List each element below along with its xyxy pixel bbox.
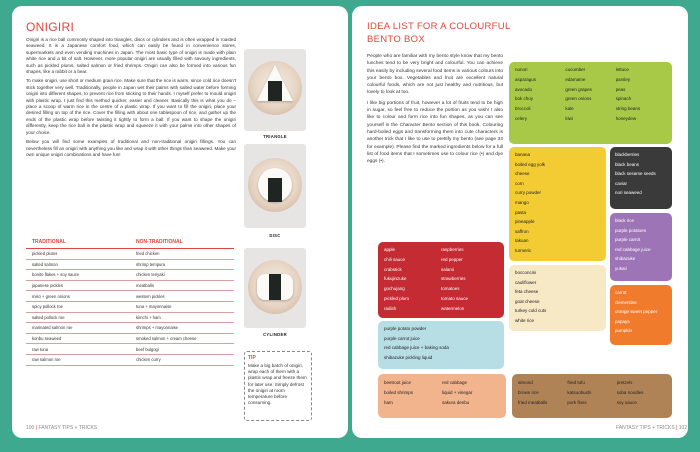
food-row (615, 298, 667, 308)
food-item: ham (384, 399, 393, 405)
food-row (384, 274, 498, 284)
food-item: gochujang (384, 286, 405, 292)
table-row (26, 280, 234, 291)
food-item: lettuce (615, 67, 629, 72)
food-item: soba noodles (616, 389, 644, 395)
onigiri-body-text (26, 37, 236, 161)
page-title-line-2: BENTO BOX (367, 34, 425, 45)
food-item: pineapple (515, 219, 535, 225)
food-row (615, 226, 667, 236)
food-item: brown rice (518, 389, 539, 395)
table-row (26, 249, 234, 260)
food-item: white rice (515, 317, 535, 323)
red-foods-box (378, 242, 504, 318)
page-title-onigiri: ONIGIRI (26, 20, 75, 34)
table-cell: japanese pickles (26, 280, 130, 291)
orange-foods-box (610, 285, 672, 345)
food-row (515, 160, 600, 170)
food-item: green grapes (565, 86, 592, 92)
table-cell: meatballs (130, 280, 234, 291)
food-item: cucumber (565, 67, 586, 72)
orange-foods-list (615, 288, 667, 336)
food-item: avocado (515, 86, 533, 92)
food-item: tomato sauce (441, 295, 469, 301)
food-item: edamame (565, 76, 586, 82)
food-item: honeydew (615, 115, 637, 121)
food-row (615, 150, 667, 160)
food-row (384, 294, 498, 304)
food-item: red cabbage juice + baking soda (384, 345, 449, 351)
food-item: spinach (615, 96, 632, 102)
paragraph: Below you will find some examples of traditional and non-traditional onigiri fillings. You can nevertheless fill an onigiri with anything you like and wrap it with other things than seaweed. Make your own unique onigiri combinations and have fun! (26, 139, 236, 157)
table-cell: western pickles (130, 291, 234, 302)
food-item: beetroot juice (384, 380, 412, 385)
fillings-table-body (26, 249, 234, 366)
green-foods-box (509, 62, 672, 144)
green-foods-list (515, 65, 666, 124)
food-item: goat cheese (515, 298, 540, 304)
table-row (26, 301, 234, 312)
food-row (384, 255, 498, 265)
food-row (384, 265, 498, 275)
food-row (384, 284, 498, 294)
table-cell: pickled plums (26, 249, 130, 260)
food-row (515, 85, 666, 95)
food-row (384, 245, 498, 255)
page-title-line-1: IDEA LIST FOR A COLOURFUL (367, 21, 511, 32)
food-item: katsuobushi (567, 389, 592, 395)
table-row (26, 333, 234, 344)
food-item: shibazuke pickling liquid (384, 354, 433, 360)
table-cell: bonito flakes + soy sauce (26, 270, 130, 281)
purple-foods-list (615, 216, 667, 274)
food-item: corn (515, 180, 524, 186)
table-row (26, 291, 234, 302)
food-item: saffron (515, 228, 529, 234)
left-page (12, 6, 348, 438)
food-item: takuan (515, 238, 529, 244)
bento-body-text (367, 53, 503, 168)
left-footer (26, 425, 97, 431)
food-item: red cabbage (442, 380, 468, 385)
table-cell: chicken teriyaki (130, 270, 234, 281)
table-cell: chicken curry (130, 354, 234, 365)
food-item: carrot (615, 290, 627, 295)
food-item: bocconcini (515, 270, 537, 275)
food-item: purple potatoes (615, 227, 647, 233)
column-header-traditional: TRADITIONAL (26, 237, 130, 249)
food-item: purple carrot (615, 237, 641, 243)
food-row (384, 324, 498, 334)
food-row (515, 169, 600, 179)
food-row (615, 245, 667, 255)
food-row (615, 264, 667, 274)
food-item: purple potato powder (384, 326, 427, 331)
food-item: pickled plum (384, 295, 410, 301)
food-row (515, 246, 600, 256)
pink-foods-box (378, 374, 506, 418)
food-row (515, 179, 600, 189)
food-item: strawberries (441, 276, 466, 282)
food-row (615, 160, 667, 170)
food-row (384, 388, 500, 398)
food-item: turkey cold cuts (515, 308, 547, 314)
food-row (515, 236, 600, 246)
table-cell: smoked salmon + cream cheese (130, 333, 234, 344)
food-item: fried tofu (567, 380, 585, 385)
food-item: apple (384, 247, 396, 252)
table-row (26, 259, 234, 270)
caption-cylinder: CYLINDER (263, 332, 287, 337)
food-item: banana (515, 152, 531, 157)
food-item: liquid + vinegar (442, 389, 473, 395)
food-item: black beans (615, 161, 640, 167)
table-cell: fried chicken (130, 249, 234, 260)
yellow-foods-list (515, 150, 600, 256)
table-cell: marinated salmon roe (26, 323, 130, 334)
blue-foods-box (378, 321, 504, 369)
caption-disc: DISC (269, 233, 281, 238)
food-row (515, 208, 600, 218)
food-row (515, 65, 666, 75)
footer-separator: | (35, 425, 38, 431)
food-row (515, 198, 600, 208)
food-item: papaya (615, 318, 630, 324)
food-item: cauliflower (515, 279, 537, 285)
food-row (518, 378, 666, 388)
brown-foods-list (518, 378, 666, 407)
table-cell: spicy pollock roe (26, 301, 130, 312)
white-foods-list (515, 268, 600, 326)
food-item: boiled egg yolk (515, 161, 546, 167)
food-item: tomatoes (441, 286, 460, 292)
food-row (615, 326, 667, 336)
food-item: curry powder (515, 190, 542, 196)
food-row (515, 268, 600, 278)
food-row (518, 398, 666, 408)
food-row (515, 287, 600, 297)
table-cell: shrimps + mayonnaise (130, 323, 234, 334)
food-item: feta cheese (515, 289, 539, 295)
table-cell: konbu seaweed (26, 333, 130, 344)
food-row (615, 307, 667, 317)
table-row (26, 323, 234, 334)
food-row (615, 169, 667, 179)
food-row (615, 179, 667, 189)
food-item: cheese (515, 171, 530, 177)
black-foods-box (610, 147, 672, 209)
brown-foods-box (512, 374, 672, 418)
food-item: sakura denbu (442, 399, 470, 405)
right-footer (616, 425, 687, 431)
caption-triangle: TRIANGLE (263, 134, 287, 139)
food-row (515, 94, 666, 104)
food-item: pasta (515, 209, 527, 215)
food-row (515, 114, 666, 124)
food-item: salami (441, 266, 455, 272)
food-item: pretzels (616, 380, 633, 385)
page-number: 100 (26, 425, 35, 431)
food-row (518, 388, 666, 398)
purple-foods-box (610, 213, 672, 281)
black-foods-list (615, 150, 667, 198)
table-cell: shrimp tempura (130, 259, 234, 270)
paragraph: People who are familiar with my bento style know that my bento lunches tend to be very bright and colourful. You can achieve this easily by including several food items in various colours into your bento box. Vegetables and fruit are excellent natural colourful foods, which are not just healthy and nutritious, but lovely to look at too. (367, 54, 503, 96)
food-row (515, 104, 666, 114)
food-row (384, 378, 500, 388)
table-cell: salted salmon (26, 259, 130, 270)
food-row (384, 343, 498, 353)
food-item: string beans (615, 106, 641, 112)
table-cell: salted pollock roe (26, 312, 130, 323)
food-item: kale (565, 106, 574, 112)
paragraph: To make onigiri, use short or medium grain rice. Make sure that the rice is warm, since cold rice doesn't stick together very well. Traditionally, people in Japan wet their palms with salted water before forming onigiri into different shapes, to prevent rice from sticking to their hands. I myself prefer to mould onigiri with plastic wrap. I just find this method quicker, easier and cleaner. Basically this is what you do – place a scoop of warm rice in the centre of a plastic wrap. If you want to fill the onigiri, place your desired filling on top of the rice. Cover the filling with about one tablespoon of rice, and gather up the ends of the plastic wrap before twisting it tightly to form a ball. If you want to shape the onigiri differently, keep the rice ball in the plastic wrap and squeeze it with your palms into other shapes of your choice. (26, 78, 236, 135)
food-row (515, 306, 600, 316)
white-foods-box (509, 265, 606, 331)
table-cell: tuna + mayonnaise (130, 301, 234, 312)
table-cell: raw tuna (26, 344, 130, 355)
food-row (515, 217, 600, 227)
food-row (515, 278, 600, 288)
food-row (515, 150, 600, 160)
table-cell: raw salmon roe (26, 354, 130, 365)
food-item: blackberries (615, 152, 640, 157)
food-item: nonori (515, 67, 528, 72)
food-row (615, 317, 667, 327)
page-number: 102 (678, 425, 688, 431)
table-row (26, 312, 234, 323)
food-item: fried meatballs (518, 399, 548, 405)
food-item: boiled shrimps (384, 389, 414, 395)
food-item: broccoli (515, 106, 531, 112)
food-item: purple carrot juice (384, 335, 420, 341)
paragraph: I like big portions of fruit, however a lot of fruits tend to be high in sugar, so feel free to reduce the portion as you wish! I also like to colour and form rice into fun shapes, as you can see yourself in the Character Bento section of this book. Colouring hard-boiled eggs and transforming them into cute characters is another trick that I like to use to prettify my bento (see page 33 for example). Please find the marked ingredients below for a full list of food items that I sometimes use to colour rice (•) and dye eggs (•). (367, 100, 503, 165)
food-item: fukujinzuke (384, 276, 407, 282)
food-row (615, 254, 667, 264)
food-item: nori seaweed (615, 190, 642, 196)
food-item: green onions (565, 96, 592, 102)
column-header-non-traditional: NON-TRADITIONAL (130, 237, 234, 249)
yellow-foods-box (509, 147, 606, 261)
table-cell: miso + green onions (26, 291, 130, 302)
food-row (384, 398, 500, 408)
food-row (384, 304, 498, 314)
food-item: shibazuke (615, 256, 636, 262)
food-item: red pepper (441, 256, 463, 262)
table-row (26, 344, 234, 355)
food-item: peas (615, 86, 626, 92)
food-item: celery (515, 115, 528, 121)
footer-section: FANTASY TIPS + TRICKS (616, 425, 675, 431)
food-item: orange sweet pepper (615, 309, 658, 315)
food-item: caviar (615, 180, 628, 186)
paragraph: Onigiri is a rice ball commonly shaped into triangles, discs or cylinders and is often wrapped in roasted seaweed. It is a Japanese comfort food, which can easily be found in convenience stores, supermarkets and even vending machines in Japan. The most basic type of onigiri is made with plain white rice and a bit of salt. However, more popular onigiri are usually filled with savoury ingredients, such as pickled plums, salted salmon or fried shrimps. Onigiri can also be formed into various fun shapes, like a rabbit or a bear. (26, 37, 236, 75)
table-cell: kimchi + ham (130, 312, 234, 323)
food-item: bok choy (515, 96, 534, 102)
table-row (26, 270, 234, 281)
food-item: pumpkin (615, 328, 633, 334)
food-item: chili sauce (384, 256, 406, 262)
food-row (515, 297, 600, 307)
food-item: radish (384, 305, 397, 311)
food-item: parsley (615, 76, 631, 82)
food-item: crabstick (384, 266, 402, 272)
red-foods-list (384, 245, 498, 314)
table-row (26, 354, 234, 365)
food-row (615, 288, 667, 298)
food-item: black sesame seeds (615, 171, 656, 177)
right-page (352, 6, 688, 438)
food-item: yukari (615, 265, 628, 271)
food-row (384, 334, 498, 344)
food-row (515, 188, 600, 198)
food-row (515, 227, 600, 237)
footer-section: FANTASY TIPS + TRICKS (38, 425, 98, 431)
food-row (515, 316, 600, 326)
food-item: asparagus (515, 76, 537, 82)
food-row (384, 353, 498, 363)
disc-onigiri-photo (244, 144, 306, 228)
pink-foods-list (384, 378, 500, 407)
food-item: kiwi (565, 115, 573, 121)
food-row (615, 235, 667, 245)
food-item: black rice (615, 218, 635, 223)
food-row (615, 216, 667, 226)
blue-foods-list (384, 324, 498, 362)
food-item: watermelon (441, 305, 465, 311)
food-item: pork floss (567, 399, 587, 405)
food-item: clementine (615, 299, 637, 305)
tip-text: Make a big batch of onigiri, wrap each of them with a plastic wrap and freeze them for later use. Simply defrost the onigiri at room temperature before consuming. (248, 363, 307, 406)
footer-separator: | (676, 425, 678, 431)
food-row (515, 75, 666, 85)
food-row (615, 188, 667, 198)
table-cell: beef bulgogi (130, 344, 234, 355)
food-item: almond (518, 380, 533, 385)
cylinder-onigiri-photo (244, 248, 306, 328)
food-item: turmeric (515, 247, 532, 253)
tip-box (244, 351, 312, 421)
food-item: mango (515, 199, 529, 205)
food-item: red cabbage juice (615, 246, 651, 252)
food-item: raspberries (441, 247, 464, 252)
triangle-onigiri-photo (244, 49, 306, 131)
fillings-table (26, 237, 234, 366)
tip-title: TIP (248, 355, 256, 361)
food-item: soy sauce (616, 399, 637, 405)
